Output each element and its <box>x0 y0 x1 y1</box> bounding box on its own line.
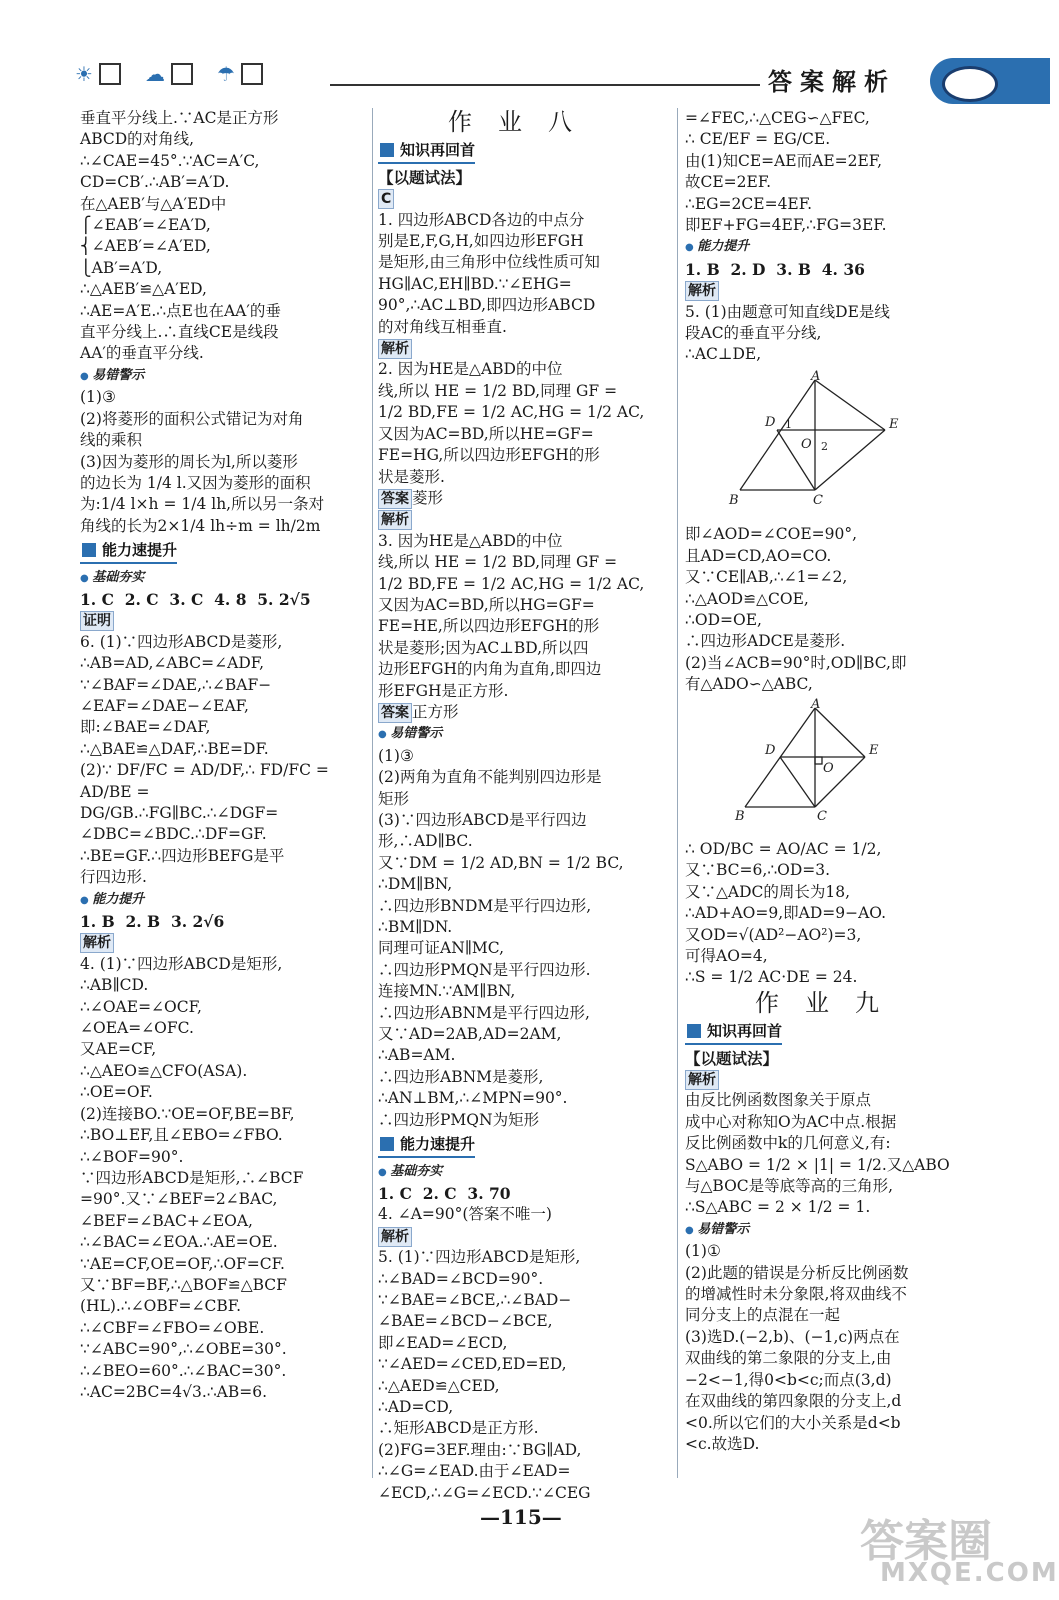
text-line: =90°.又∵∠BEF=2∠BAC, <box>80 1190 278 1209</box>
header-logo-badge <box>930 58 1050 104</box>
improve-title: ● 能力提升 <box>80 889 365 911</box>
q1-solution <box>378 210 668 338</box>
text-line: (1)③ <box>80 388 116 407</box>
text-line: ∴∠BOF=90°. <box>80 1147 184 1166</box>
text-line: 1. 四边形ABCD各边的中点分 <box>378 210 585 229</box>
text-line: ∴∠CBF=∠FBO=∠OBE. <box>80 1318 265 1337</box>
error-warning-title: ● 易错警示 <box>685 1219 975 1241</box>
text-line: (3)因为菱形的周长为l,所以菱形 <box>80 452 298 471</box>
text-line: 的边长为 1/4 l.又因为菱形的面积 <box>80 473 311 492</box>
text-line: 状是菱形;因为AC⊥BD,所以四 <box>378 638 589 657</box>
text-line: ∴△AEB′≌△A′ED, <box>80 280 207 299</box>
error-warning-text <box>80 387 365 537</box>
text-line: 反比例函数中k的几何意义,有: <box>685 1134 891 1153</box>
text-line: 又因为AC=BD,所以HE=GF= <box>378 424 594 443</box>
column-divider <box>372 108 373 1478</box>
text-line: ∴∠CAE=45°.∵AC=A′C, <box>80 151 260 170</box>
analysis-tag: 解析 <box>685 281 719 301</box>
text-line: ∴AB=AM. <box>378 1046 456 1065</box>
text-line: ∴AB∥CD. <box>80 976 149 995</box>
text-line: ∴△AOD≌△COE, <box>685 589 809 608</box>
text-line: (2)∵ DF/FC = AD/DF,∴ FD/FC = AD/BE = <box>80 761 334 801</box>
text-line: 直平分线上.∴直线CE是线段 <box>80 323 279 342</box>
text-line: 的对角线互相垂直. <box>378 317 507 336</box>
header-rule <box>330 84 760 86</box>
text-line: 边形EFGH的内角为直角,即四边 <box>378 660 602 679</box>
watermark-logo: 答案圈 <box>860 1516 992 1567</box>
text-line: ∠ECD,∴∠G=∠ECD.∵∠CEG <box>378 1483 591 1502</box>
text-line: 可得AO=4, <box>685 946 768 965</box>
text-line: −2<−1,得0<b<c;而点(3,d) <box>685 1370 892 1389</box>
text-line: (2)当∠ACB=90°时,OD∥BC,即 <box>685 653 907 672</box>
text-line: (1)③ <box>378 746 414 765</box>
text-line: ∴四边形ABNM是菱形, <box>378 1067 544 1086</box>
text-line: 线的乘积 <box>80 431 143 450</box>
text-line: ∴四边形ABNM是平行四边形, <box>378 1003 590 1022</box>
text-line: ∴矩形ABCD是正方形. <box>378 1419 539 1438</box>
fig-label: 2 <box>821 439 828 453</box>
text-line: 有△ADO∽△ABC, <box>685 675 813 694</box>
section-title: 能力速提升 <box>378 1134 475 1157</box>
text-line: ∴EG=2CE=4EF. <box>685 194 813 213</box>
page-number: —115— <box>480 1505 562 1529</box>
text-line: ABCD的对角线, <box>80 130 195 149</box>
q3-answer <box>378 702 668 723</box>
text-line: 故CE=2EF. <box>685 173 772 192</box>
text-line: DG/GB.∴FG∥BC.∴∠DGF= <box>80 804 279 822</box>
subsection-title: 【以题试法】 <box>378 167 472 187</box>
basic-title: ● 基础夯实 <box>378 1161 668 1183</box>
text-line: 连接MN.∵AM∥BN, <box>378 982 516 1001</box>
q5-solution <box>685 302 975 366</box>
text-line: ∴ CE/EF = EG/CE. <box>685 130 831 149</box>
proof-tag: 证明 <box>80 611 114 631</box>
text-line: 即EF+FG=4EF,∴FG=3EF. <box>685 216 887 235</box>
fig-label: 1 <box>785 417 792 431</box>
text-line: AA′的垂直平分线. <box>80 344 204 363</box>
q6-solution <box>80 632 365 889</box>
text-line: 角线的长为2×1/4 lh÷m = lh/2m <box>80 516 321 535</box>
checkbox-rainy[interactable] <box>241 63 263 85</box>
text-line: ∴∠BAC=∠EOA.∴AE=OE. <box>80 1233 278 1252</box>
text-line: 又AE=CF, <box>80 1040 157 1059</box>
error-warning-title: ● 易错警示 <box>378 723 668 745</box>
text-line: CD=CB′.∴AB′=A′D. <box>80 173 230 192</box>
fig-label: C <box>817 808 827 824</box>
text-line: 即:∠BAE=∠DAF, <box>80 718 211 737</box>
text-line: ∠BAE=∠BCD−∠BCE, <box>378 1312 553 1331</box>
text-line: ∵∠BAF=∠DAE,∴∠BAF− <box>80 675 272 694</box>
text-line: 形,∴AD∥BC. <box>378 832 473 851</box>
subsection-title: 【以题试法】 <box>685 1048 779 1068</box>
text-line: 5. (1)由题意可知直线DE是线 <box>685 302 890 321</box>
logo-icon <box>942 66 998 102</box>
section-title: 能力速提升 <box>80 540 177 563</box>
q-continuation <box>685 108 975 236</box>
answer-text: 正方形 <box>412 702 459 721</box>
homework-title: 作业九 <box>755 988 905 1017</box>
error-warning-title: ● 易错警示 <box>80 365 365 387</box>
q5-solution-cont <box>685 524 975 695</box>
improve-answers: 1. B 2. D 3. B 4. 36 <box>685 259 865 279</box>
text-line: ∴AN⊥BM,∴∠MPN=90°. <box>378 1089 568 1108</box>
checkbox-cloudy[interactable] <box>171 63 193 85</box>
text-line: 即∠EAD=∠ECD, <box>378 1333 508 1352</box>
text-line: (HL).∴∠OBF=∠CBF. <box>80 1297 242 1316</box>
text-line: 同理可证AN∥MC, <box>378 939 505 958</box>
homework-title: 作业八 <box>448 108 598 136</box>
text-line: ∵四边形ABCD是矩形,∴∠BCF <box>80 1168 304 1187</box>
text-line: 又∵AD=2AB,AD=2AM, <box>378 1025 562 1044</box>
rhombus-figure-2 <box>735 696 905 827</box>
text-line: 与△BOC是等底等高的三角形, <box>685 1177 894 1196</box>
column-right <box>685 108 975 1455</box>
text-line: 双曲线的第二象限的分支上,由 <box>685 1349 892 1368</box>
text-line: 成中心对称知O为AC中点.根据 <box>685 1112 897 1131</box>
text-line: 5. (1)∵四边形ABCD是矩形, <box>378 1248 581 1267</box>
text-line: ∴△AEO≌△CFO(ASA). <box>80 1061 248 1080</box>
text-line: 6. (1)∵四边形ABCD是菱形, <box>80 632 283 651</box>
text-line: ∴DM∥BN, <box>378 875 453 894</box>
text-line: ∴AB=AD,∠ABC=∠ADF, <box>80 654 265 673</box>
text-line: 又因为AC=BD,所以HG=GF= <box>378 595 595 614</box>
text-line: ∴AD=CD, <box>378 1397 454 1416</box>
text-line: 是矩形,由三角形中位线性质可知 <box>378 253 600 272</box>
cloud-icon: ☁ <box>144 62 165 86</box>
weather-checkboxes <box>75 62 281 86</box>
q5-solution <box>378 1247 668 1504</box>
text-line: 1/2 BD,FE = 1/2 AC,HG = 1/2 AC, <box>378 574 645 593</box>
fig-label: O <box>801 436 812 452</box>
improve-title: ● 能力提升 <box>685 236 975 258</box>
text-line: 状是菱形. <box>378 467 445 486</box>
text-line: ∠DBC=∠BDC.∴DF=GF. <box>80 825 267 844</box>
text-line: S△ABO = 1/2 × |1| = 1/2.又△ABO <box>685 1155 950 1174</box>
fig-label: O <box>823 760 834 776</box>
q4-answer: 4. ∠A=90°(答案不唯一) <box>378 1205 552 1224</box>
page-header <box>0 0 1051 110</box>
text-line: FE=HG,所以四边形EFGH的形 <box>378 446 600 465</box>
fig-label: D <box>765 414 776 430</box>
text-line: ∴四边形PMQN是平行四边形. <box>378 960 591 979</box>
text-line: ⎨∠AEB′=∠A′ED, <box>80 237 211 256</box>
error-warning-text <box>378 746 668 1131</box>
text-line: (2)将菱形的面积公式错记为对角 <box>80 409 304 428</box>
text-line: 3. 因为HE是△ABD的中位 <box>378 531 563 550</box>
basic-answers: 1. C 2. C 3. C 4. 8 5. 2√5 <box>80 589 311 609</box>
text-line: 形EFGH是正方形. <box>378 681 509 700</box>
rain-icon: ☂ <box>216 62 235 86</box>
section-title: 知识再回首 <box>378 140 475 163</box>
text-line: (2)连接BO.∵OE=OF,BE=BF, <box>80 1104 295 1123</box>
analysis-tag: 解析 <box>378 1227 412 1247</box>
text-line: 又∵△ADC的周长为18, <box>685 882 851 901</box>
text-line: 且AD=CD,AO=CO. <box>685 546 832 565</box>
column-divider <box>677 108 678 1478</box>
text-line: ∴四边形BNDM是平行四边形, <box>378 896 592 915</box>
text-line: (1)① <box>685 1242 721 1261</box>
text-line: ∴OD=OE, <box>685 610 762 629</box>
column-left <box>80 108 365 1403</box>
text-line: 垂直平分线上.∵AC是正方形 <box>80 109 279 127</box>
text-line: ∴△BAE≌△DAF,∴BE=DF. <box>80 739 269 758</box>
text-line: (2)FG=3EF.理由:∵BG∥AD, <box>378 1440 582 1459</box>
text-line: ∴BM∥DN. <box>378 918 453 937</box>
fig-label: B <box>735 808 745 824</box>
text-line: ∵AE=CF,OE=OF,∴OF=CF. <box>80 1254 285 1273</box>
text-line: =∠FEC,∴△CEG∽△FEC, <box>685 109 870 127</box>
text-line: 为:1/4 l×h = 1/4 lh,所以另一条对 <box>80 495 325 514</box>
text-line: (3)∵四边形ABCD是平行四边 <box>378 811 587 829</box>
text-line: (2)两角为直角不能判别四边形是 <box>378 768 602 787</box>
text-line: (2)此题的错误是分析反比例函数 <box>685 1263 909 1282</box>
text-line: ∵∠AED=∠CED,ED=ED, <box>378 1355 567 1374</box>
text-line: 矩形 <box>378 789 410 808</box>
text-line: ∴AC=2BC=4√3.∴AB=6. <box>80 1382 268 1401</box>
text-line: ∴∠OAE=∠OCF, <box>80 997 202 1016</box>
q2-answer <box>378 488 668 509</box>
header-title: 答案解析 <box>768 68 896 96</box>
text-line: 又∵BF=BF,∴△BOF≌△BCF <box>80 1275 287 1294</box>
text-line: 又∵DM = 1/2 AD,BN = 1/2 BC, <box>378 853 624 872</box>
text-line: ∴∠BEO=60°.∴∠BAC=30°. <box>80 1361 287 1380</box>
text-line: ∵∠BAE=∠BCE,∴∠BAD− <box>378 1290 572 1309</box>
fig-label: C <box>813 492 823 508</box>
q4-solution <box>80 954 365 1404</box>
text-line: 在双曲线的第四象限的分支上,d <box>685 1392 902 1411</box>
checkbox-sunny[interactable] <box>99 63 121 85</box>
text-line: ∴BO⊥EF,且∠EBO=∠FBO. <box>80 1126 283 1145</box>
fig-label: A <box>811 368 821 384</box>
q5-solution-end <box>685 839 975 989</box>
text-line: ∴AC⊥DE, <box>685 345 762 364</box>
text-line: 别是E,F,G,H,如四边形EFGH <box>378 232 584 251</box>
text-line: 4. (1)∵四边形ABCD是矩形, <box>80 954 283 973</box>
text-line: <c.故选D. <box>685 1434 760 1453</box>
text-line: ∴OE=OF. <box>80 1083 153 1102</box>
text-line: 即∠AOD=∠COE=90°, <box>685 525 858 544</box>
q3-solution <box>378 531 668 702</box>
trial-solution <box>685 1090 975 1218</box>
answer-tag: C <box>378 189 394 209</box>
text-line: ∴∠BAD=∠BCD=90°. <box>378 1269 544 1288</box>
analysis-tag: 解析 <box>685 1070 719 1090</box>
text-line: ∴ OD/BC = AO/AC = 1/2, <box>685 839 882 858</box>
watermark-url: MXQE.COM <box>880 1558 1059 1588</box>
fig-label: A <box>811 696 821 712</box>
text-line: ⎩AB′=A′D, <box>80 258 163 277</box>
text-line: 在△AEB′与△A′ED中 <box>80 194 227 213</box>
text-line: ∠EAF=∠DAE−∠EAF, <box>80 696 249 715</box>
text-line: 线,所以 HE = 1/2 BD,同理 GF = <box>378 381 618 400</box>
text-line: 又∵BC=6,∴OD=3. <box>685 861 831 880</box>
text-line: ∴四边形PMQN为矩形 <box>378 1110 540 1129</box>
text-line: 线,所以 HE = 1/2 BD,同理 GF = <box>378 553 618 572</box>
answer-text: 菱形 <box>412 488 444 507</box>
basic-answers: 1. C 2. C 3. 70 <box>378 1183 511 1203</box>
text-line: 又OD=√(AD²−AO²)=3, <box>685 925 862 944</box>
text-line: 行四边形. <box>80 868 147 887</box>
text-line: ∠BEF=∠BAC+∠EOA, <box>80 1211 253 1230</box>
sun-icon: ☀ <box>75 62 93 86</box>
text-line: ∵∠ABC=90°,∴∠OBE=30°. <box>80 1340 287 1359</box>
text-line: 同分支上的点混在一起 <box>685 1306 841 1325</box>
basic-title: ● 基础夯实 <box>80 567 365 589</box>
text-line: ∴AE=A′E.∴点E也在AA′的垂 <box>80 301 281 320</box>
text-line: 由(1)知CE=AE而AE=2EF, <box>685 151 883 170</box>
text-line: 1/2 BD,FE = 1/2 AC,HG = 1/2 AC, <box>378 403 645 422</box>
fig-label: D <box>765 742 776 758</box>
q-continuation <box>80 108 365 365</box>
text-line: FE=HE,所以四边形EFGH的形 <box>378 617 600 636</box>
error-warning-text <box>685 1241 975 1455</box>
text-line: 由反比例函数图象关于原点 <box>685 1091 872 1110</box>
text-line: ∴S△ABC = 2 × 1/2 = 1. <box>685 1198 871 1217</box>
analysis-tag: 解析 <box>378 510 412 530</box>
text-line: ∴BE=GF.∴四边形BEFG是平 <box>80 846 285 865</box>
fig-label: B <box>729 492 739 508</box>
text-line: ∴AD+AO=9,即AD=9−AO. <box>685 904 887 923</box>
text-line: ∴四边形ADCE是菱形. <box>685 632 846 651</box>
q2-solution <box>378 359 668 487</box>
text-line: 又∵CE∥AB,∴∠1=∠2, <box>685 568 848 587</box>
section-title: 知识再回首 <box>685 1021 782 1044</box>
analysis-tag: 解析 <box>378 339 412 359</box>
text-line: ∴S = 1/2 AC·DE = 24. <box>685 968 858 987</box>
text-line: 90°,∴AC⊥BD,即四边形ABCD <box>378 296 596 315</box>
answer-tag: 答案 <box>378 703 412 723</box>
fig-label: E <box>889 416 899 432</box>
fig-label: E <box>869 742 879 758</box>
rhombus-figure-1 <box>729 368 905 512</box>
text-line: ∴∠G=∠EAD.由于∠EAD= <box>378 1462 571 1481</box>
text-line: (3)选D.(−2,b)、(−1,c)两点在 <box>685 1327 900 1346</box>
text-line: HG∥AC,EH∥BD.∵∠EHG= <box>378 274 572 293</box>
text-line: 2. 因为HE是△ABD的中位 <box>378 360 563 379</box>
column-middle <box>378 108 668 1504</box>
text-line: ⎧∠EAB′=∠EA′D, <box>80 216 211 235</box>
text-line: ∴△AED≌△CED, <box>378 1376 500 1395</box>
answer-tag: 答案 <box>378 489 412 509</box>
text-line: 的增减性时未分象限,将双曲线不 <box>685 1285 907 1304</box>
text-line: <0.所以它们的大小关系是d<b <box>685 1413 901 1432</box>
analysis-tag: 解析 <box>80 933 114 953</box>
improve-answers: 1. B 2. B 3. 2√6 <box>80 912 225 932</box>
text-line: 段AC的垂直平分线, <box>685 324 822 343</box>
text-line: ∠OEA=∠OFC. <box>80 1019 194 1038</box>
